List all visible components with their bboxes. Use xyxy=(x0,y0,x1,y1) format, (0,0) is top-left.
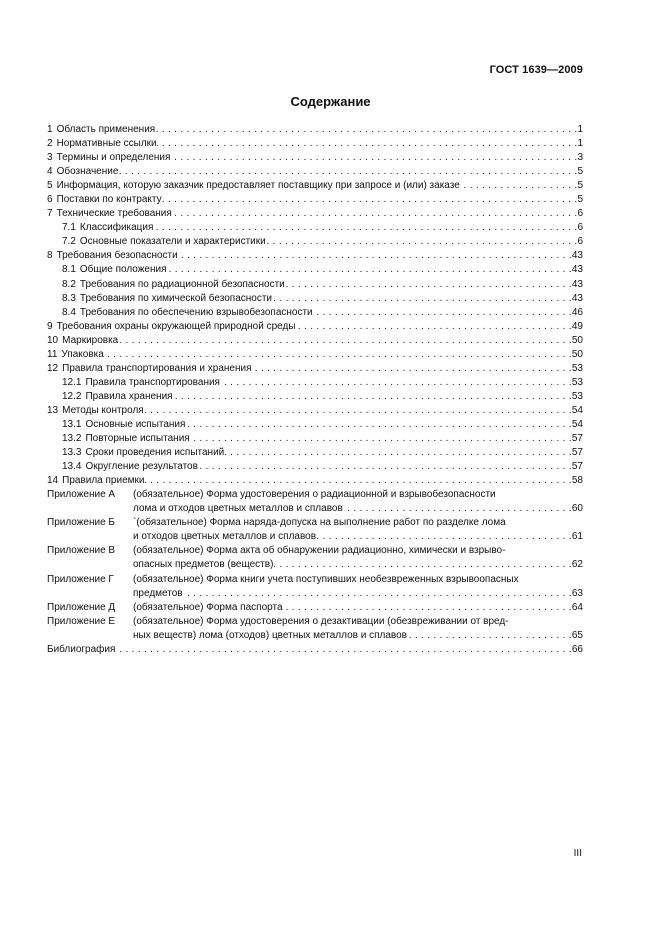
table-of-contents xyxy=(47,123,583,657)
dot-leader xyxy=(272,292,572,306)
dot-leader xyxy=(220,376,572,390)
document-code: ГОСТ 1639—2009 xyxy=(489,64,583,76)
toc-entry-page: 63 xyxy=(571,587,583,599)
toc-entry-page: 53 xyxy=(571,362,583,374)
appendix-body xyxy=(133,573,583,601)
dot-leader xyxy=(183,587,572,601)
toc-entry xyxy=(47,432,583,446)
toc-entry-label xyxy=(47,123,155,137)
toc-entry-label xyxy=(62,278,285,292)
toc-entry-label xyxy=(62,306,313,320)
toc-entry-page: 50 xyxy=(571,334,583,346)
toc-entry-number: 9 xyxy=(47,320,53,332)
toc-entry-page: 43 xyxy=(571,278,583,290)
toc-entry-page: 58 xyxy=(571,475,583,487)
dot-leader xyxy=(283,601,572,615)
toc-entry-page: 53 xyxy=(571,390,583,402)
appendix-label: Приложение Г xyxy=(47,573,114,585)
appendix-title-line: (обязательное) Форма акта об обнаружении радиационно, химически и взрыво- xyxy=(133,545,506,557)
toc-entry-label xyxy=(47,137,157,151)
appendix-body xyxy=(133,615,583,643)
appendix-last-line xyxy=(133,587,583,601)
toc-entry-label xyxy=(47,320,296,334)
appendix-label: Приложение Б xyxy=(47,517,115,529)
dot-leader xyxy=(266,235,578,249)
dot-leader xyxy=(118,334,572,348)
toc-entry-page: 46 xyxy=(571,306,583,318)
toc-entry-label xyxy=(62,432,190,446)
dot-leader xyxy=(285,278,572,292)
toc-entry-number: 7 xyxy=(47,208,53,220)
appendix-body xyxy=(133,601,583,615)
toc-entry xyxy=(47,179,583,193)
appendix-body xyxy=(133,516,583,544)
toc-entry xyxy=(47,348,583,362)
toc-entry-number: 8 xyxy=(47,250,53,262)
appendix-body xyxy=(133,488,583,516)
toc-entry xyxy=(47,137,583,151)
toc-entry-label xyxy=(47,334,118,348)
toc-entry-page: 43 xyxy=(571,250,583,262)
dot-leader xyxy=(273,558,571,572)
appendix-last-line xyxy=(133,530,583,544)
toc-entry-label xyxy=(62,292,272,306)
toc-entry-label xyxy=(62,221,153,235)
toc-entry-label xyxy=(47,474,144,488)
toc-entry-label xyxy=(62,376,220,390)
toc-entry-label xyxy=(47,643,115,657)
dot-leader xyxy=(155,123,577,137)
toc-entry-label xyxy=(133,502,343,516)
toc-entry-number: 8.4 xyxy=(62,306,76,318)
toc-entry-page: 66 xyxy=(571,643,583,655)
dot-leader xyxy=(316,530,572,544)
toc-entry-text: Требования охраны окружающей природной среды xyxy=(56,320,296,332)
toc-entry-label xyxy=(133,629,407,643)
toc-entry-label xyxy=(133,601,283,615)
dot-leader xyxy=(252,362,572,376)
dot-leader xyxy=(296,320,572,334)
toc-entry-number: 2 xyxy=(47,138,53,150)
toc-entry-number: 11 xyxy=(47,348,58,360)
toc-entry xyxy=(47,376,583,390)
toc-entry-page: 1 xyxy=(577,124,583,135)
toc-entry xyxy=(47,235,583,249)
dot-leader xyxy=(153,221,577,235)
toc-entry-text: Требования по радиационной безопасности xyxy=(79,278,285,290)
toc-entry-page: 43 xyxy=(571,292,583,304)
dot-leader xyxy=(185,418,571,432)
toc-entry-text: Классификация xyxy=(79,222,154,234)
toc-entry-number: 6 xyxy=(47,194,53,206)
toc-entry-label xyxy=(133,558,273,572)
toc-entry-label xyxy=(62,418,185,432)
toc-entry-label xyxy=(62,263,167,277)
toc-entry-number: 7.1 xyxy=(62,222,76,234)
dot-leader xyxy=(224,446,572,460)
toc-entry-page: 1 xyxy=(577,138,583,150)
toc-entry-label xyxy=(47,165,118,179)
toc-entry-text: Область применения xyxy=(56,124,156,135)
toc-entry-text: Правила транспортирования xyxy=(85,376,220,388)
toc-entry-page: 3 xyxy=(577,152,583,164)
dot-leader xyxy=(173,390,572,404)
toc-entry xyxy=(47,151,583,165)
toc-entry xyxy=(47,404,583,418)
toc-entry xyxy=(47,278,583,292)
toc-entry-text: Упаковка xyxy=(61,348,104,360)
dot-leader xyxy=(104,348,572,362)
toc-entry-page: 62 xyxy=(571,559,583,571)
toc-entry-number: 12.2 xyxy=(62,390,82,402)
toc-entry-page: 54 xyxy=(571,418,583,430)
toc-entry-text: Поставки по контракту xyxy=(56,194,162,206)
toc-entry-text: Информация, которую заказчик предоставляет поставщику при запросе и (или) заказе xyxy=(56,180,460,192)
dot-leader xyxy=(313,306,572,320)
toc-bibliography xyxy=(47,643,583,657)
toc-entry-page: 54 xyxy=(571,404,583,416)
dot-leader xyxy=(407,629,572,643)
toc-entry-text: Технические требования xyxy=(56,208,172,220)
toc-appendix xyxy=(47,573,583,601)
toc-entry-label xyxy=(133,530,316,544)
page-title: Содержание xyxy=(290,94,371,109)
appendix-label: Приложение Е xyxy=(47,615,116,627)
toc-entry-text: предметов xyxy=(133,587,183,599)
toc-entry-number: 12.1 xyxy=(62,376,82,388)
dot-leader xyxy=(157,137,578,151)
toc-appendix xyxy=(47,488,583,516)
toc-appendix xyxy=(47,601,583,615)
toc-entry-label xyxy=(47,193,162,207)
toc-entry xyxy=(47,334,583,348)
dot-leader xyxy=(198,460,572,474)
toc-entry xyxy=(47,390,583,404)
toc-entry-number: 13.2 xyxy=(62,433,82,445)
appendix-label: Приложение А xyxy=(47,489,116,501)
toc-entry-page: 6 xyxy=(577,236,583,248)
toc-entry-page: 5 xyxy=(577,180,583,192)
toc-entry-page: 65 xyxy=(571,629,583,641)
toc-entry-label xyxy=(47,348,104,362)
toc-entry-page: 49 xyxy=(571,320,583,332)
toc-entry xyxy=(47,221,583,235)
toc-entry-page: 60 xyxy=(571,503,583,515)
appendix-title-line: (обязательное) Форма книги учета поступивших необезвреженных взрывоопасных xyxy=(133,573,519,585)
toc-entry-label xyxy=(62,235,266,249)
dot-leader xyxy=(118,165,577,179)
dot-leader xyxy=(144,474,571,488)
toc-entry-page: 57 xyxy=(571,461,583,473)
toc-entry-label xyxy=(47,151,170,165)
toc-entry-number: 13 xyxy=(47,404,59,416)
toc-entry-text: Основные показатели и характеристики xyxy=(79,236,266,248)
toc-entry-text: Основные испытания xyxy=(85,418,186,430)
toc-entry-number: 13.3 xyxy=(62,447,82,459)
appendix-last-line xyxy=(133,629,583,643)
toc-entry xyxy=(47,418,583,432)
toc-entry-label xyxy=(62,390,173,404)
toc-entry-number: 12 xyxy=(47,362,59,374)
toc-entry-label xyxy=(133,587,183,601)
dot-leader xyxy=(172,207,578,221)
dot-leader xyxy=(343,502,572,516)
appendix-label: Приложение Д xyxy=(47,601,116,613)
toc-entry-text: Требования безопасности xyxy=(56,250,178,262)
toc-entry-number: 8.3 xyxy=(62,292,76,304)
toc-entry-page: 6 xyxy=(577,222,583,234)
dot-leader xyxy=(170,151,577,165)
toc-entry-label xyxy=(47,249,178,263)
dot-leader xyxy=(460,179,578,193)
toc-entry-text: Обозначение xyxy=(56,166,119,178)
toc-entry-number: 13.4 xyxy=(62,461,82,473)
toc-entry xyxy=(47,320,583,334)
toc-entry-text: Сроки проведения испытаний xyxy=(85,447,225,459)
toc-entry-page: 50 xyxy=(571,348,583,360)
toc-entry-page: 61 xyxy=(571,531,583,543)
toc-entry-text: Правила приемки xyxy=(62,475,145,487)
toc-entry-label xyxy=(62,446,224,460)
toc-entry-text: Правила хранения xyxy=(85,390,173,402)
toc-entry-text: Требования по обеспечению взрывобезопасности xyxy=(79,306,313,318)
toc-entry-number: 7.2 xyxy=(62,236,76,248)
toc-entry-text: Маркировка xyxy=(62,334,119,346)
dot-leader xyxy=(115,643,571,657)
dot-leader xyxy=(178,249,572,263)
toc-entry-text: Методы контроля xyxy=(62,404,144,416)
dot-leader xyxy=(162,193,578,207)
toc-entry-page: 6 xyxy=(577,208,583,220)
dot-leader xyxy=(167,263,572,277)
appendix-last-line xyxy=(133,601,583,615)
toc-entry-number: 14 xyxy=(47,475,59,487)
toc-entry-text: ных веществ) лома (отходов) цветных металлов и сплавов xyxy=(133,629,407,641)
toc-entry xyxy=(47,207,583,221)
toc-entry xyxy=(47,123,583,137)
dot-leader xyxy=(144,404,572,418)
toc-entry-text: опасных предметов (веществ) xyxy=(133,559,274,571)
appendix-last-line xyxy=(133,502,583,516)
toc-entry-number: 4 xyxy=(47,166,53,178)
toc-entry-text: Округление результатов xyxy=(85,461,198,473)
appendix-title-line: (обязательное) Форма удостоверения о дезактивации (обезвреживании от вред- xyxy=(133,615,509,627)
toc-entry-label xyxy=(47,207,172,221)
toc-entry xyxy=(47,165,583,179)
toc-entry xyxy=(47,474,583,488)
toc-entry xyxy=(47,460,583,474)
appendix-label: Приложение В xyxy=(47,545,116,557)
toc-entry-page: 57 xyxy=(571,433,583,445)
toc-entry-number: 10 xyxy=(47,334,59,346)
toc-entry-number: 1 xyxy=(47,124,53,135)
toc-entry-page: 43 xyxy=(571,264,583,276)
toc-entry xyxy=(47,193,583,207)
toc-entry-label xyxy=(47,404,144,418)
toc-entry-page: 64 xyxy=(571,601,583,613)
toc-entry-page: 5 xyxy=(577,194,583,206)
toc-entry-number: 5 xyxy=(47,180,53,192)
toc-entry-label xyxy=(47,179,460,193)
toc-entry-text: Библиография xyxy=(47,643,116,655)
dot-leader xyxy=(190,432,572,446)
toc-entry-number: 13.1 xyxy=(62,418,82,430)
toc-entry xyxy=(47,263,583,277)
toc-entry-label xyxy=(62,460,198,474)
toc-entry-text: Повторные испытания xyxy=(85,433,190,445)
toc-entry-text: и отходов цветных металлов и сплавов xyxy=(133,531,317,543)
appendix-last-line xyxy=(133,558,583,572)
toc-entry-text: лома и отходов цветных металлов и сплавов xyxy=(133,503,343,515)
appendix-title-line: `(обязательное) Форма наряда-допуска на выполнение работ по разделке лома xyxy=(133,517,506,529)
toc-entry-number: 8.1 xyxy=(62,264,76,276)
page-number: III xyxy=(573,848,582,859)
toc-entry-text: Общие положения xyxy=(79,264,167,276)
toc-entry xyxy=(47,446,583,460)
toc-entry-text: Нормативные ссылки xyxy=(56,138,157,150)
toc-entry-text: Требования по химической безопасности xyxy=(79,292,273,304)
toc-entry-text: Термины и определения xyxy=(56,152,171,164)
toc-entry-number: 8.2 xyxy=(62,278,76,290)
toc-entry xyxy=(47,292,583,306)
toc-entry xyxy=(47,362,583,376)
toc-entry xyxy=(47,306,583,320)
toc-entry-text: Правила транспортирования и хранения xyxy=(62,362,252,374)
appendix-body xyxy=(133,544,583,572)
toc-appendix xyxy=(47,544,583,572)
appendix-title-line: (обязательное) Форма удостоверения о радиационной и взрывобезопасности xyxy=(133,489,496,501)
toc-entry-text: (обязательное) Форма паспорта xyxy=(133,601,283,613)
toc-entry-number: 3 xyxy=(47,152,53,164)
toc-entry-page: 5 xyxy=(577,166,583,178)
toc-appendix xyxy=(47,516,583,544)
toc-entry-page: 57 xyxy=(571,447,583,459)
toc-appendix xyxy=(47,615,583,643)
toc-entry-label xyxy=(47,362,252,376)
toc-entry xyxy=(47,249,583,263)
toc-entry-page: 53 xyxy=(571,376,583,388)
